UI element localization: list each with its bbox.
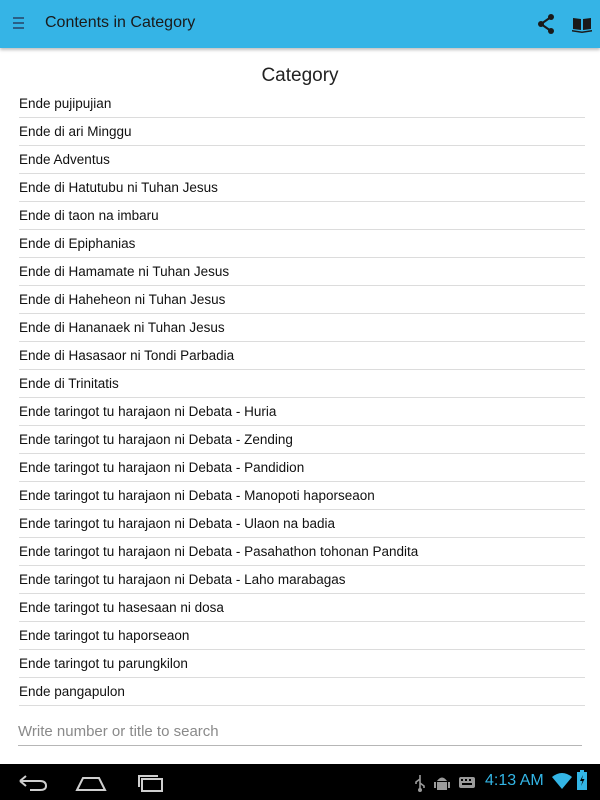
- wifi-icon: [552, 772, 572, 790]
- battery-icon: [577, 770, 587, 790]
- category-item[interactable]: Ende di taon na imbaru: [19, 202, 585, 230]
- category-item[interactable]: Ende pujipujian: [19, 90, 585, 118]
- category-item[interactable]: Ende Adventus: [19, 146, 585, 174]
- recent-apps-icon[interactable]: [134, 770, 168, 794]
- category-item[interactable]: Ende di Epiphanias: [19, 230, 585, 258]
- category-item[interactable]: Ende taringot tu harajaon ni Debata - Pasahathon tohonan Pandita: [19, 538, 585, 566]
- android-debug-icon: [434, 773, 450, 793]
- content-area: [0, 48, 600, 764]
- category-item[interactable]: Ende taringot tu haporseaon: [19, 622, 585, 650]
- category-item[interactable]: Ende di Hatutubu ni Tuhan Jesus: [19, 174, 585, 202]
- back-icon[interactable]: [16, 770, 50, 794]
- category-item[interactable]: Ende taringot tu harajaon ni Debata - Pandidion: [19, 454, 585, 482]
- category-heading: Category: [261, 65, 339, 86]
- search-input[interactable]: [18, 717, 582, 746]
- category-item[interactable]: Ende taringot tu harajaon ni Debata - Ulaon na badia: [19, 510, 585, 538]
- category-item[interactable]: Ende di Hamamate ni Tuhan Jesus: [19, 258, 585, 286]
- page-title: Contents in Category: [45, 14, 196, 31]
- keyboard-icon: [458, 774, 476, 792]
- category-item[interactable]: Ende taringot tu harajaon ni Debata - Huria: [19, 398, 585, 426]
- category-item[interactable]: Ende taringot tu harajaon ni Debata - Manopoti haporseaon: [19, 482, 585, 510]
- category-item[interactable]: Ende di Haheheon ni Tuhan Jesus: [19, 286, 585, 314]
- usb-icon: [414, 774, 426, 792]
- status-clock: 4:13 AM: [485, 772, 544, 789]
- menu-icon[interactable]: [13, 17, 24, 29]
- category-item[interactable]: Ende di ari Minggu: [19, 118, 585, 146]
- category-item[interactable]: Ende taringot tu hasesaan ni dosa: [19, 594, 585, 622]
- category-item[interactable]: Ende taringot tu harajaon ni Debata - Zending: [19, 426, 585, 454]
- category-item[interactable]: Ende taringot tu parungkilon: [19, 650, 585, 678]
- home-icon[interactable]: [74, 770, 108, 794]
- category-item[interactable]: Ende di Trinitatis: [19, 370, 585, 398]
- app-bar: [0, 0, 600, 48]
- category-item[interactable]: Ende di Hasasaor ni Tondi Parbadia: [19, 342, 585, 370]
- category-item[interactable]: Ende pangapulon: [19, 678, 585, 706]
- share-icon[interactable]: [535, 13, 557, 35]
- book-icon[interactable]: [571, 13, 593, 35]
- category-list: [19, 90, 585, 706]
- category-item[interactable]: Ende taringot tu harajaon ni Debata - Laho marabagas: [19, 566, 585, 594]
- system-nav-bar: [0, 764, 600, 800]
- category-item[interactable]: Ende di Hananaek ni Tuhan Jesus: [19, 314, 585, 342]
